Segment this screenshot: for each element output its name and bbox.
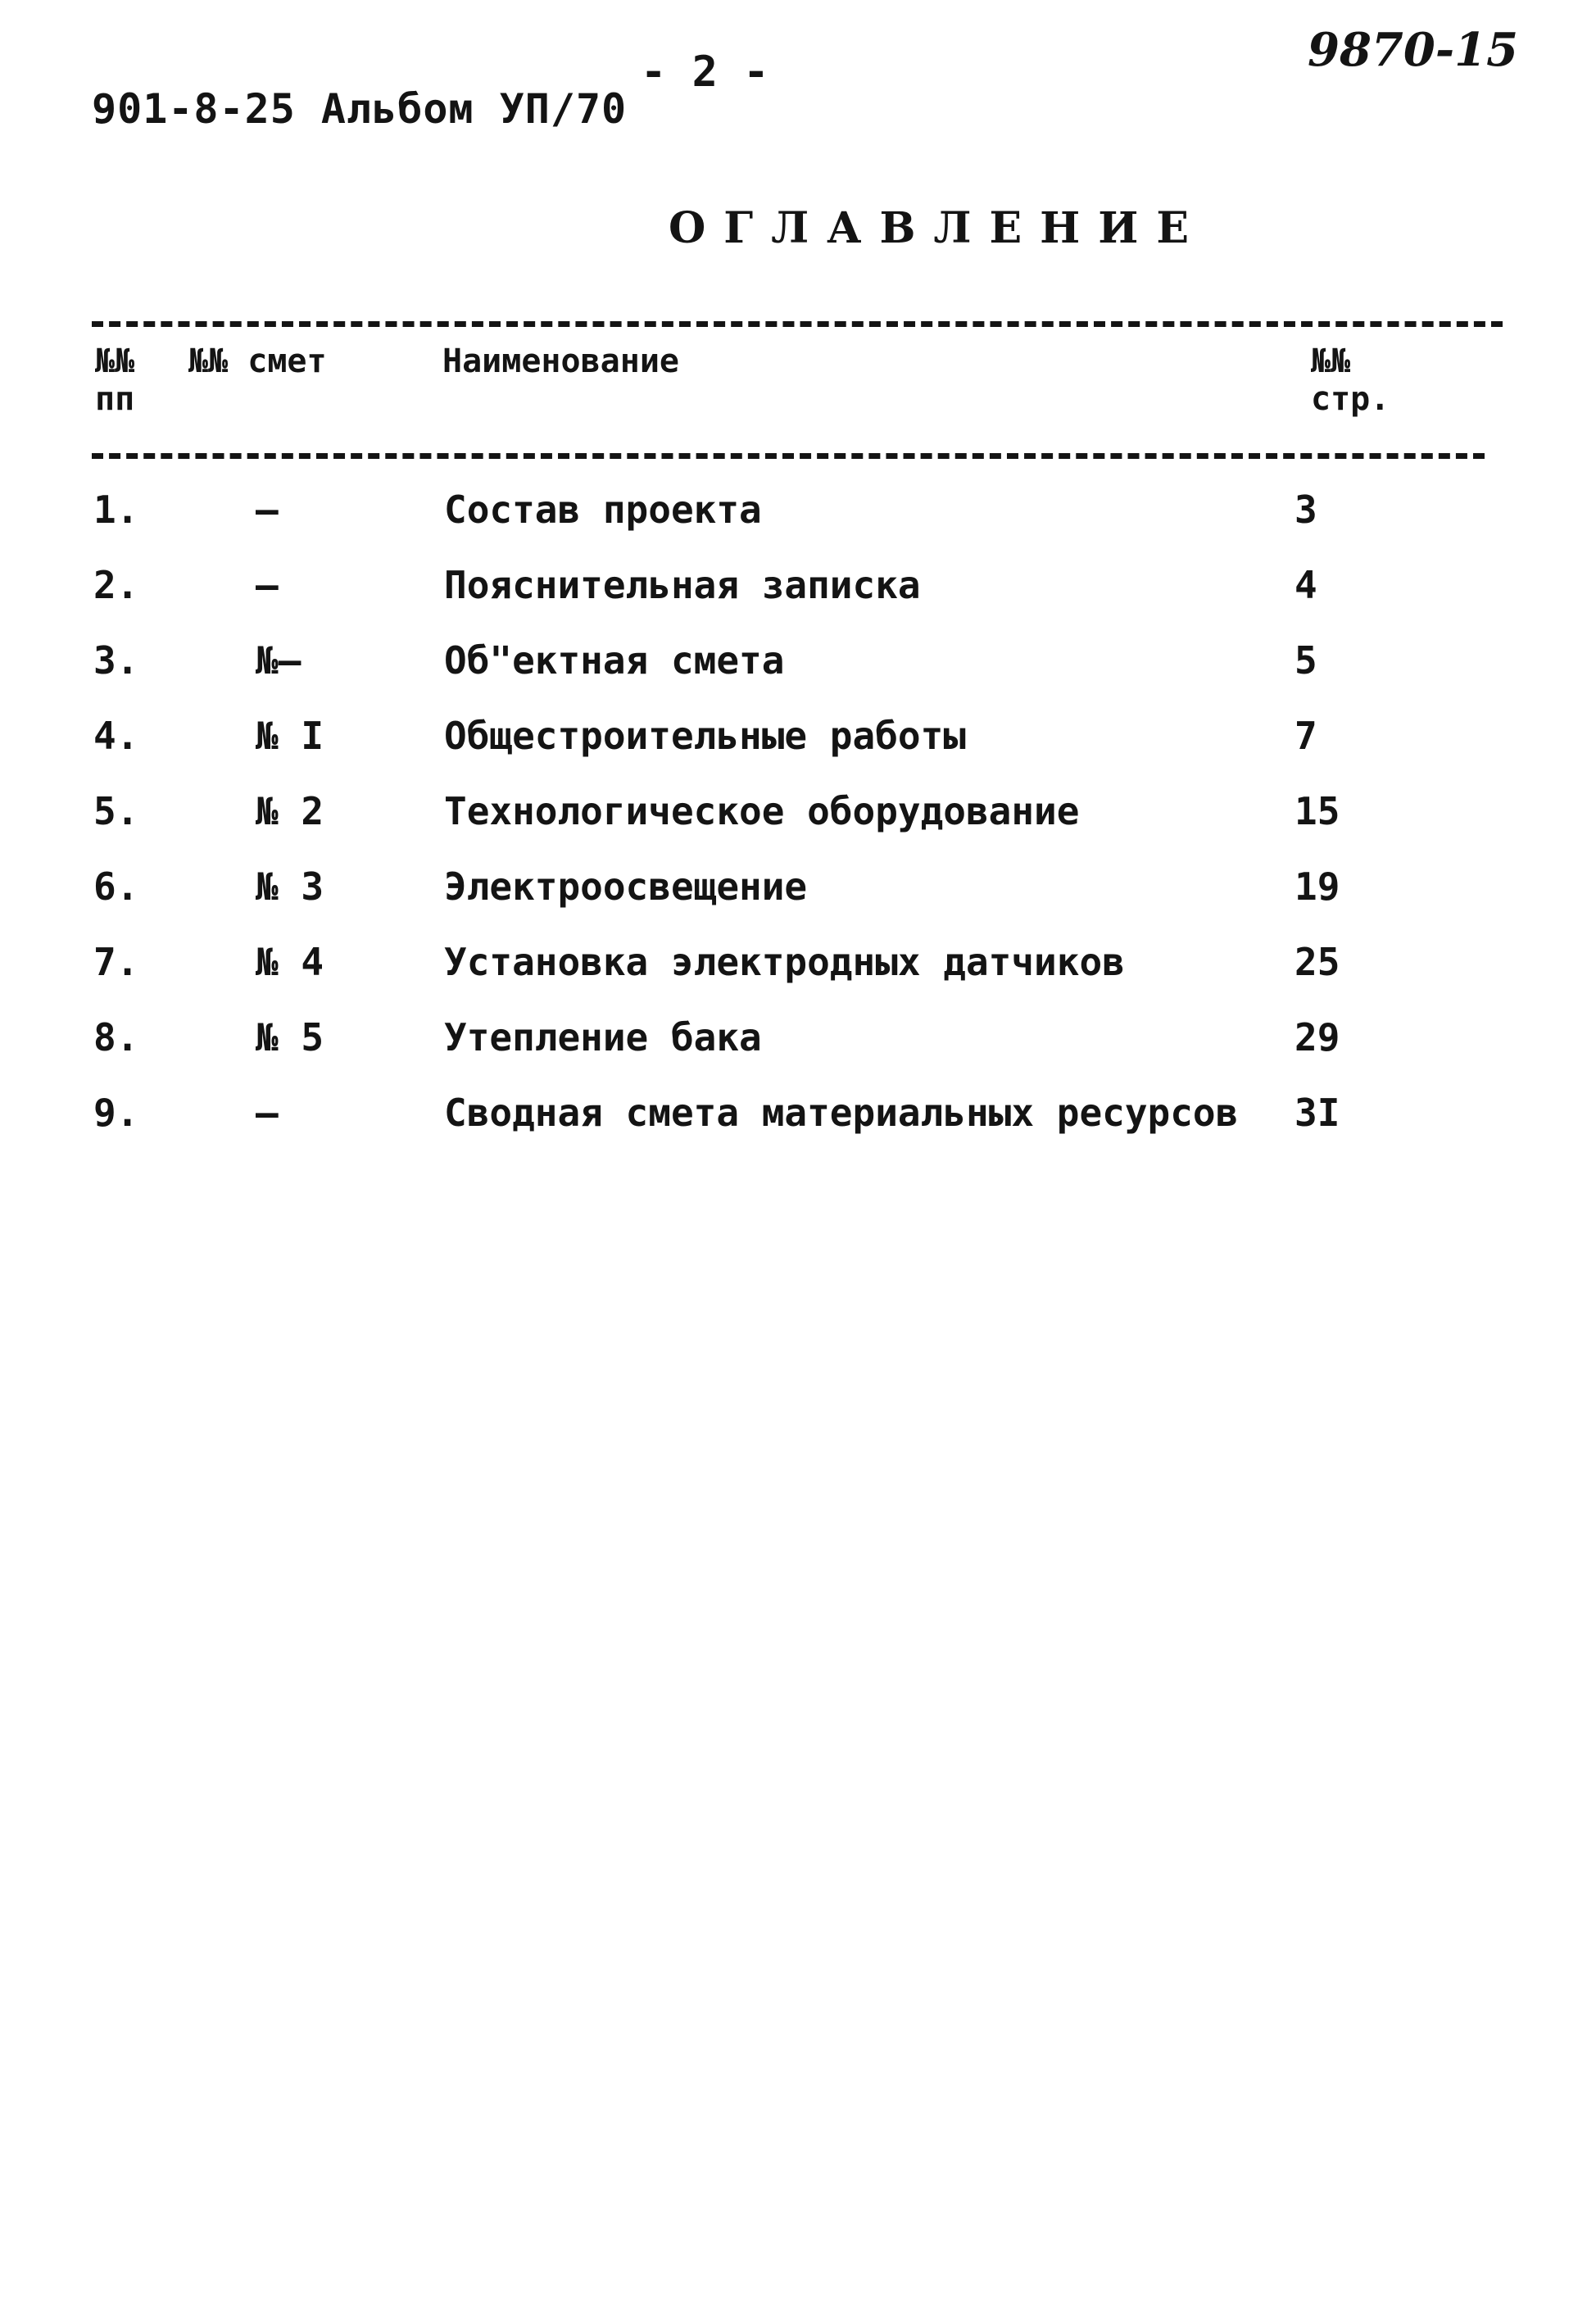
row-estimate: № 2 (256, 789, 324, 833)
page-number: - 2 - (641, 48, 769, 97)
table-row (0, 789, 1596, 867)
column-header-page-line2: стр. (1311, 380, 1390, 418)
row-number: 5. (93, 789, 139, 833)
column-header-page-line1: №№ (1311, 343, 1351, 380)
row-number: 2. (93, 563, 139, 607)
row-estimate: № 5 (256, 1015, 324, 1059)
table-row (0, 1093, 1596, 1185)
row-number: 7. (93, 940, 139, 984)
row-estimate: – (256, 488, 279, 532)
row-page: 29 (1294, 1015, 1340, 1059)
row-estimate: – (256, 1091, 279, 1135)
archive-number: 9870-15 (1308, 23, 1519, 77)
row-estimate: № I (256, 714, 324, 758)
row-name: Общестроительные работы (444, 714, 966, 758)
table-row (0, 490, 1596, 565)
column-header-number-line2: пп (95, 380, 135, 418)
row-number: 6. (93, 864, 139, 909)
row-name: Пояснительная записка (444, 563, 921, 607)
table-row (0, 864, 1596, 942)
row-page: 25 (1294, 940, 1340, 984)
table-header-rule (92, 453, 1485, 459)
row-number: 8. (93, 1015, 139, 1059)
row-estimate: №– (256, 638, 302, 683)
row-page: 4 (1294, 563, 1317, 607)
table-top-rule (92, 321, 1503, 327)
row-name: Сводная смета материальных ресурсов (444, 1091, 1239, 1135)
row-page: 3I (1294, 1091, 1340, 1135)
table-row (0, 638, 1596, 716)
row-page: 15 (1294, 789, 1340, 833)
column-header-number-line1: №№ (95, 343, 135, 380)
row-estimate: – (256, 563, 279, 607)
row-name: Установка электродных датчиков (444, 940, 1125, 984)
row-number: 3. (93, 638, 139, 683)
table-row (0, 565, 1596, 641)
row-number: 1. (93, 488, 139, 532)
table-body (0, 490, 1596, 1185)
album-code: 901-8-25 Альбом УП/70 (92, 85, 628, 133)
table-row (0, 716, 1596, 792)
row-name: Об"ектная смета (444, 638, 785, 683)
row-page: 7 (1294, 714, 1317, 758)
row-name: Электроосвещение (444, 864, 808, 909)
column-header-estimate: №№ смет (188, 343, 327, 380)
row-page: 5 (1294, 638, 1317, 683)
column-header-page (1311, 343, 1401, 418)
row-name: Состав проекта (444, 488, 762, 532)
table-row (0, 1015, 1596, 1093)
row-estimate: № 4 (256, 940, 324, 984)
page-title: ОГЛАВЛЕНИЕ (669, 203, 1207, 253)
row-name: Утепление бака (444, 1015, 762, 1059)
row-number: 9. (93, 1091, 139, 1135)
row-page: 19 (1294, 864, 1340, 909)
row-number: 4. (93, 714, 139, 758)
column-header-number (95, 343, 169, 418)
row-page: 3 (1294, 488, 1317, 532)
row-estimate: № 3 (256, 864, 324, 909)
table-row (0, 942, 1596, 1018)
row-name: Технологическое оборудование (444, 789, 1080, 833)
column-header-name: Наименование (442, 343, 679, 380)
